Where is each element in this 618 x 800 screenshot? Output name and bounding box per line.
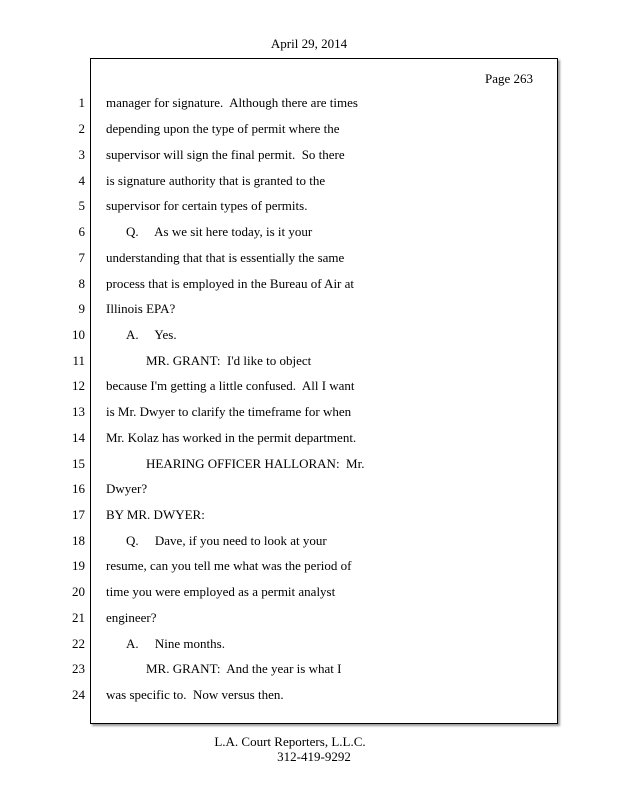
line-number: 21	[72, 610, 85, 625]
line-number: 20	[72, 584, 85, 599]
line-number: 9	[78, 301, 85, 316]
line-number: 7	[78, 250, 85, 265]
line-text: A. Nine months.	[126, 636, 225, 651]
line-number: 24	[72, 687, 85, 702]
line-text: HEARING OFFICER HALLORAN: Mr.	[146, 456, 365, 471]
transcript-page-frame	[90, 58, 558, 724]
line-text: Q. As we sit here today, is it your	[126, 224, 313, 239]
line-text: resume, can you tell me what was the period of	[106, 558, 352, 573]
line-text: Q. Dave, if you need to look at your	[126, 533, 327, 548]
line-text: supervisor for certain types of permits.	[106, 198, 308, 213]
line-text: MR. GRANT: And the year is what I	[146, 661, 342, 676]
line-text: manager for signature. Although there are times	[106, 95, 358, 110]
page-number: Page 263	[484, 71, 533, 86]
line-text: MR. GRANT: I'd like to object	[146, 353, 312, 368]
line-number: 3	[78, 147, 85, 162]
line-text: process that is employed in the Bureau of Air at	[106, 276, 355, 291]
line-number: 22	[72, 636, 85, 651]
line-text: was specific to. Now versus then.	[106, 687, 284, 702]
line-number: 16	[72, 481, 85, 496]
line-text: understanding that that is essentially the same	[106, 250, 345, 265]
line-number: 13	[72, 404, 85, 419]
line-text: Mr. Kolaz has worked in the permit department.	[106, 430, 357, 445]
line-number: 19	[72, 558, 85, 573]
line-text: is Mr. Dwyer to clarify the timeframe for when	[106, 404, 352, 419]
line-number: 12	[72, 378, 85, 393]
line-text: BY MR. DWYER:	[106, 507, 205, 522]
line-text: depending upon the type of permit where the	[106, 121, 340, 136]
line-text: because I'm getting a little confused. All I want	[106, 378, 355, 393]
transcript-date: April 29, 2014	[270, 36, 348, 51]
line-number: 8	[78, 276, 85, 291]
line-number: 10	[72, 327, 85, 342]
line-text: time you were employed as a permit analyst	[106, 584, 336, 599]
line-text: engineer?	[106, 610, 157, 625]
line-number: 2	[78, 121, 85, 136]
footer-phone: 312-419-9292	[277, 749, 351, 764]
line-number: 6	[78, 224, 85, 239]
line-number: 11	[72, 353, 85, 368]
line-text: Dwyer?	[106, 481, 148, 496]
line-text: is signature authority that is granted to the	[106, 173, 326, 188]
line-number: 5	[78, 198, 85, 213]
line-text: A. Yes.	[126, 327, 177, 342]
line-number: 15	[72, 456, 85, 471]
line-text: Illinois EPA?	[106, 301, 176, 316]
line-number: 23	[72, 661, 85, 676]
line-number: 14	[72, 430, 85, 445]
line-number: 18	[72, 533, 85, 548]
line-number: 17	[72, 507, 85, 522]
footer-company: L.A. Court Reporters, L.L.C.	[214, 734, 366, 749]
line-number: 4	[78, 173, 85, 188]
line-number: 1	[78, 95, 85, 110]
line-text: supervisor will sign the final permit. So there	[106, 147, 345, 162]
